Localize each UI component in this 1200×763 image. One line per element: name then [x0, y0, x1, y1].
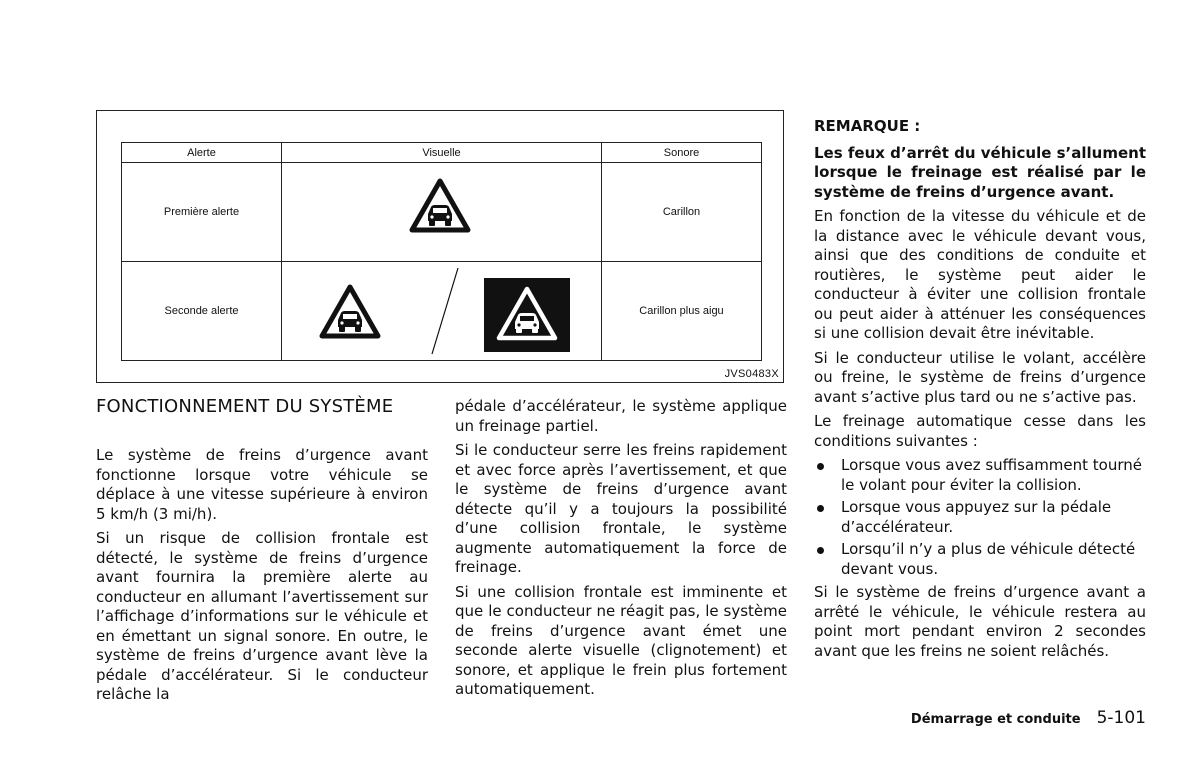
paragraph: Le système de freins d’urgence avant fonctionne lorsque votre véhicule se déplace à une vitesse supérieure à environ 5 km/h (3 mi/h). [96, 446, 428, 523]
condition-list [814, 456, 1146, 579]
header-alert: Alerte [122, 143, 282, 163]
paragraph: Si une collision frontale est imminente et que le conducteur ne réagit pas, le système de freins d’urgence avant émet une seconde alerte visuelle (clignotement) et sonore, et applique le frein plus fortement automatiquement. [455, 582, 787, 698]
header-sound: Sonore [602, 143, 762, 163]
slash-divider [428, 266, 462, 356]
first-alert-visual [282, 163, 602, 262]
paragraph: Si le conducteur utilise le volant, accélère ou freine, le système de freins d’urgence avant s’active plus tard ou ne s’active pas. [814, 348, 1146, 406]
middle-column [455, 397, 787, 705]
paragraph: Si le système de freins d’urgence avant a arrêté le véhicule, le véhicule restera au point mort pendant environ 2 secondes avant que les freins ne soient relâchés. [814, 583, 1146, 660]
second-alert-sound: Carillon plus aigu [602, 262, 762, 361]
table-row [122, 163, 762, 262]
left-column [96, 446, 428, 710]
right-column [814, 117, 1146, 666]
vehicle-ahead-warning-icon [318, 283, 382, 341]
alert-figure [96, 110, 784, 383]
first-alert-label: Première alerte [122, 163, 282, 262]
paragraph: Le freinage automatique cesse dans les conditions suivantes : [814, 412, 1146, 450]
alert-table [121, 142, 762, 361]
list-item: Lorsqu’il n’y a plus de véhicule détecté devant vous. [814, 540, 1146, 579]
section-title: FONCTIONNEMENT DU SYSTÈME [96, 396, 394, 417]
paragraph: Si le conducteur serre les freins rapidement et avec force après l’avertissement, et que le système de freins d’urgence avant détecte qu’il y a toujours la possibilité d’une collision frontale, le système augmente automatiquement la force de freinage. [455, 441, 787, 576]
table-row [122, 262, 762, 361]
vehicle-ahead-warning-flashing-icon [484, 278, 570, 352]
page-number: 5-101 [1096, 708, 1146, 728]
list-item: Lorsque vous appuyez sur la pédale d’accélérateur. [814, 498, 1146, 537]
list-item: Lorsque vous avez suffisamment tourné le volant pour éviter la collision. [814, 456, 1146, 495]
footer-section-name: Démarrage et conduite [910, 712, 1081, 727]
table-header-row [122, 143, 762, 163]
vehicle-ahead-warning-icon [408, 177, 472, 235]
remark-text: Les feux d’arrêt du véhicule s’allument lorsque le freinage est réalisé par le système de freins d’urgence avant. [814, 143, 1146, 201]
page-footer [911, 708, 1146, 728]
header-visual: Visuelle [282, 143, 602, 163]
first-alert-sound: Carillon [602, 163, 762, 262]
paragraph: Si un risque de collision frontale est détecté, le système de freins d’urgence avant fournira la première alerte au conducteur en allumant l’avertissement sur l’affichage d’informations sur le véhicule et en émettant un signal sonore. En outre, le système de freins d’urgence avant lève la pédale d’accélérateur. Si le conducteur relâche la [96, 529, 428, 703]
paragraph: En fonction de la vitesse du véhicule et de la distance avec le véhicule devant vous, ainsi que des conditions de conduite et routières, le système peut aider le conducteur à éviter une collision frontale ou peut aider à atténuer les conséquences si une collision devait être inévitable. [814, 207, 1146, 342]
remark-title: REMARQUE : [814, 117, 921, 135]
figure-code: JVS0483X [724, 368, 779, 380]
second-alert-visual [282, 262, 602, 361]
paragraph: pédale d’accélérateur, le système applique un freinage partiel. [455, 397, 787, 435]
second-alert-label: Seconde alerte [122, 262, 282, 361]
